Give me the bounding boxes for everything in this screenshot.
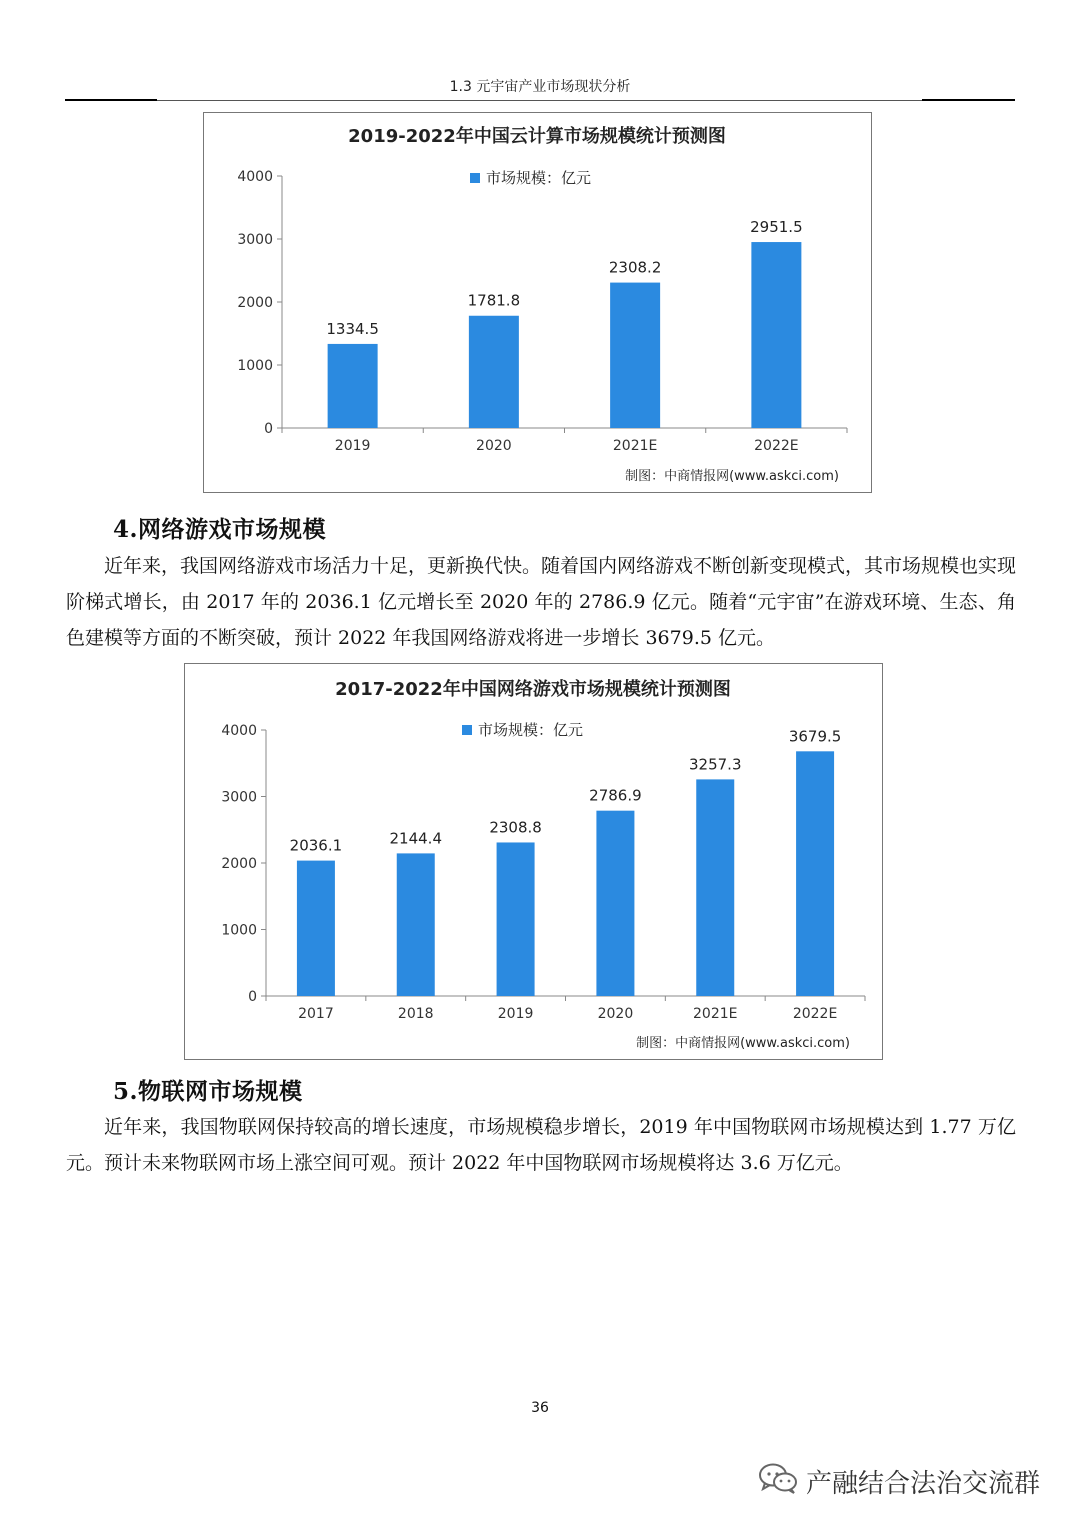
bar-value-label: 2144.4 <box>389 829 442 848</box>
x-tick-label: 2020 <box>476 438 512 454</box>
bar <box>328 344 378 428</box>
x-tick-label: 2020 <box>597 1006 634 1022</box>
page-number: 36 <box>531 1400 549 1416</box>
bar <box>796 751 834 996</box>
section-title-online-games: 4.网络游戏市场规模 <box>113 516 327 543</box>
y-tick-label: 1000 <box>221 922 257 939</box>
header-rule-thin <box>157 100 922 101</box>
paragraph-online-games: 近年来，我国网络游戏市场活力十足，更新换代快。随着国内网络游戏不断创新变现模式，其市场规模也实现阶梯式增长，由 2017 年的 2036.1 亿元增长至 2020 年的 2786.9 亿元。随着“元宇宙”在游戏环境、生态、角色建模等方面的不断突破，预计 2022 年我国网络游戏将进一步增长 3679.5 亿元。 <box>66 555 1017 649</box>
y-tick-label: 1000 <box>237 358 273 374</box>
cloud-computing-chart <box>203 112 872 493</box>
y-tick-label: 0 <box>264 421 273 437</box>
x-tick-label: 2019 <box>497 1006 534 1022</box>
bar-value-label: 2308.2 <box>608 258 662 277</box>
section-title-iot: 5.物联网市场规模 <box>113 1078 303 1105</box>
x-tick-label: 2021E <box>693 1006 738 1022</box>
legend-label: 市场规模：亿元 <box>478 721 584 739</box>
y-tick-label: 4000 <box>237 169 273 185</box>
bar <box>696 779 734 996</box>
bar <box>497 842 535 996</box>
x-tick-label: 2022E <box>792 1006 838 1022</box>
bar <box>469 316 519 428</box>
online-games-chart <box>184 663 883 1060</box>
y-tick-label: 3000 <box>237 232 273 248</box>
x-tick-label: 2017 <box>298 1006 334 1022</box>
bar <box>596 811 634 996</box>
bar-value-label: 3257.3 <box>689 755 742 774</box>
x-tick-label: 2021E <box>612 438 658 454</box>
bar <box>610 283 660 428</box>
y-tick-label: 0 <box>248 989 257 1005</box>
bar-value-label: 1334.5 <box>326 319 379 338</box>
y-tick-label: 2000 <box>221 856 257 872</box>
x-tick-label: 2022E <box>754 438 799 454</box>
chart-source: 制图：中商情报网(www.askci.com) <box>636 1036 850 1051</box>
y-tick-label: 3000 <box>221 789 257 806</box>
x-tick-label: 2019 <box>334 438 371 454</box>
page-header-title: 1.3 元宇宙产业市场现状分析 <box>449 79 631 95</box>
chart-title: 2017-2022年中国网络游戏市场规模统计预测图 <box>335 679 731 700</box>
bar <box>751 242 801 428</box>
bar-value-label: 2951.5 <box>750 218 803 237</box>
paragraph-iot: 近年来，我国物联网保持较高的增长速度，市场规模稳步增长，2019 年中国物联网市场规模达到 1.77 万亿元。预计未来物联网市场上涨空间可观。预计 2022 年中国物联网市场规模将达 3.6 万亿元。 <box>66 1116 1016 1174</box>
bar-value-label: 1781.8 <box>467 291 521 310</box>
online-games-chart-svg <box>185 664 882 1059</box>
x-tick-label: 2018 <box>397 1006 434 1022</box>
wechat-icon <box>758 1462 800 1496</box>
legend-swatch <box>462 725 472 735</box>
bar <box>397 853 435 996</box>
legend-label: 市场规模：亿元 <box>486 169 592 187</box>
bar-value-label: 2786.9 <box>589 786 642 805</box>
bar-value-label: 3679.5 <box>788 727 842 746</box>
header-rule-left <box>65 99 157 101</box>
y-tick-label: 4000 <box>221 723 257 739</box>
y-tick-label: 2000 <box>237 295 273 311</box>
legend-swatch <box>470 173 480 183</box>
chart-source: 制图：中商情报网(www.askci.com) <box>625 469 839 484</box>
bar-value-label: 2036.1 <box>289 836 343 855</box>
bar-value-label: 2308.8 <box>489 818 542 837</box>
chart-title: 2019-2022年中国云计算市场规模统计预测图 <box>348 126 726 147</box>
cloud-computing-chart-svg <box>204 113 871 492</box>
watermark-group-name: 产融结合法治交流群 <box>806 1469 1041 1499</box>
bar <box>297 861 335 996</box>
header-rule-right <box>922 99 1015 101</box>
